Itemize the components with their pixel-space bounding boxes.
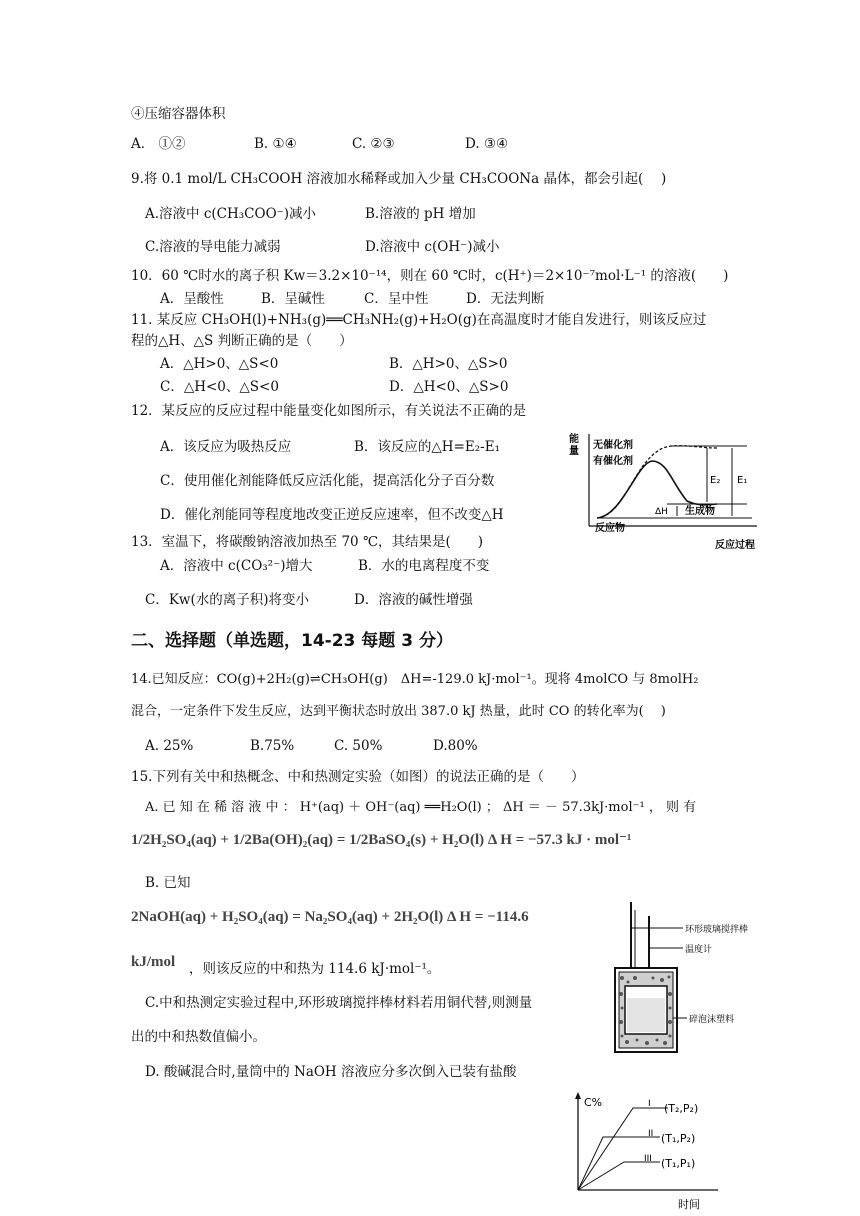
section-2-heading: 二、选择题（单选题，14-23 每题 3 分）: [131, 631, 453, 651]
q15-option-b: B. 已知: [145, 875, 191, 891]
q13-option-d: D．溶液的碱性增强: [354, 592, 473, 608]
curve-3-condition: (T₁,P₁): [661, 1157, 696, 1170]
q15-option-b-formula: 2NaOH(aq) + H₂SO₄(aq) = Na₂SO₄(aq) + 2H₂O(l) Δ H = −114.6: [131, 909, 529, 925]
energy-with-catalyst-label: 有催化剂: [593, 456, 633, 467]
q15-option-a-formula: 1/2H₂SO₄(aq) + 1/2Ba(OH)₂(aq) = 1/2BaSO₄(s) + H₂O(l) Δ H = −57.3 kJ · mol⁻¹: [131, 832, 632, 848]
energy-diagram-figure: [567, 428, 767, 552]
q13-option-b: B．水的电离程度不变: [358, 558, 490, 574]
q15-option-a: A. 已 知 在 稀 溶 液 中 ： H⁺(aq) ＋ OH⁻(aq) ══H₂O(l) ； ΔH ＝ － 57.3kJ·mol⁻¹ ， 则 有: [145, 800, 697, 815]
question-15: 15.下列有关中和热概念、中和热测定实验（如图）的说法正确的是（ ）: [131, 769, 585, 785]
q13-option-a: A．溶液中 c(CO₃²⁻)增大: [160, 558, 313, 574]
q15-option-c-line2: 出的中和热数值偏小。: [131, 1029, 266, 1045]
question-12: 12．某反应的反应过程中能量变化如图所示，有关说法不正确的是: [131, 403, 527, 419]
q12-option-b: B．该反应的△H=E₂-E₁: [354, 439, 500, 455]
energy-dh-label: ΔH: [655, 507, 668, 517]
curve-2-id: II: [648, 1129, 654, 1139]
q15-option-d: D. 酸碱混合时,量筒中的 NaOH 溶液应分多次倒入已装有盐酸: [145, 1064, 517, 1080]
q11-option-b: B．△H>0、△S>0: [389, 356, 508, 372]
q9-option-c: C.溶液的导电能力减弱: [145, 239, 281, 255]
q12-option-d: D．催化剂能同等程度地改变正逆反应速率，但不改变△H: [160, 507, 504, 523]
calorimeter-thermometer-label: 温度计: [685, 945, 713, 955]
q12-option-c: C．使用催化剂能降低反应活化能，提高活化分子百分数: [160, 473, 495, 489]
q15-option-b-unit: kJ/mol: [131, 954, 176, 970]
question-13: 13．室温下，将碳酸钠溶液加热至 70 ℃，其结果是( ): [131, 534, 484, 550]
concentration-time-graph: [568, 1090, 728, 1212]
question-9: 9.将 0.1 mol/L CH₃COOH 溶液加水稀释或加入少量 CH₃COONa 晶体，都会引起( ): [131, 171, 667, 187]
q8-option-c: C. ②③: [352, 136, 395, 152]
q8-option-d: D. ③④: [465, 136, 509, 152]
energy-y-label-1: 能: [569, 434, 579, 445]
q13-option-c: C．Kw(水的离子积)将变小: [145, 592, 310, 608]
q12-option-a: A．该反应为吸热反应: [160, 439, 292, 455]
item-compress-volume: ④压缩容器体积: [131, 106, 226, 122]
energy-e1-label: E₁: [737, 475, 748, 486]
q15-option-c-line1: C.中和热测定实验过程中,环形玻璃搅拌棒材料若用铜代替,则测量: [145, 995, 533, 1011]
q11-option-c: C．△H<0、△S<0: [160, 379, 279, 395]
curve-1-id: I: [648, 1099, 651, 1109]
curve-2-condition: (T₁,P₂): [661, 1132, 696, 1145]
graph-x-label: 时间: [678, 1198, 700, 1211]
energy-no-catalyst-label: 无催化剂: [593, 440, 633, 451]
q9-option-b: B.溶液的 pH 增加: [365, 206, 476, 222]
energy-x-label: 反应过程: [715, 540, 755, 551]
q8-option-b: B. ①④: [254, 136, 297, 152]
q9-option-a: A.溶液中 c(CH₃COO⁻)减小: [145, 206, 317, 222]
q10-option-a: A．呈酸性: [160, 291, 224, 307]
calorimeter-figure: [605, 898, 770, 1056]
q9-option-d: D.溶液中 c(OH⁻)减小: [365, 239, 500, 255]
energy-y-label-2: 量: [569, 446, 579, 457]
q10-option-c: C．呈中性: [364, 291, 429, 307]
question-14-line2: 混合，一定条件下发生反应，达到平衡状态时放出 387.0 kJ 热量，此时 CO 的转化率为( ): [131, 704, 666, 719]
q14-option-b: B.75%: [250, 738, 295, 754]
curve-3-id: III: [644, 1154, 652, 1164]
question-14-line1: 14.已知反应：CO(g)+2H₂(g)⇌CH₃OH(g) ΔH=-129.0 kJ·mol⁻¹。现将 4molCO 与 8molH₂: [131, 672, 699, 687]
q11-option-d: D．△H<0、△S>0: [389, 379, 509, 395]
energy-e2-label: E₂: [710, 475, 721, 486]
energy-product-label: 生成物: [685, 506, 715, 517]
question-11-line1: 11. 某反应 CH₃OH(l)+NH₃(g)══CH₃NH₂(g)+H₂O(g)在高温度时才能自发进行，则该反应过: [131, 312, 707, 328]
energy-reactant-label: 反应物: [595, 523, 625, 534]
calorimeter-stirrer-label: 环形玻璃搅拌棒: [685, 925, 749, 935]
question-10: 10．60 ℃时水的离子积 Kw＝3.2×10⁻¹⁴，则在 60 ℃时，c(H⁺)＝2×10⁻⁷mol·L⁻¹ 的溶液( ): [131, 268, 729, 284]
q14-option-d: D.80%: [433, 738, 478, 754]
curve-1-condition: (T₂,P₂): [664, 1102, 699, 1115]
q10-option-d: D．无法判断: [466, 291, 545, 307]
q14-option-c: C. 50%: [334, 738, 383, 754]
calorimeter-foam-label: 碎泡沫塑料: [689, 1015, 735, 1025]
q15-option-b-tail: ，则该反应的中和热为 114.6 kJ·mol⁻¹。: [189, 961, 441, 977]
graph-y-label: C%: [584, 1096, 603, 1109]
q10-option-b: B．呈碱性: [261, 291, 325, 307]
question-11-line2: 程的△H、△S 判断正确的是（ ）: [131, 333, 353, 349]
q14-option-a: A. 25%: [145, 738, 194, 754]
q8-option-a: A． ①②: [131, 136, 186, 152]
q11-option-a: A．△H>0、△S<0: [160, 356, 279, 372]
